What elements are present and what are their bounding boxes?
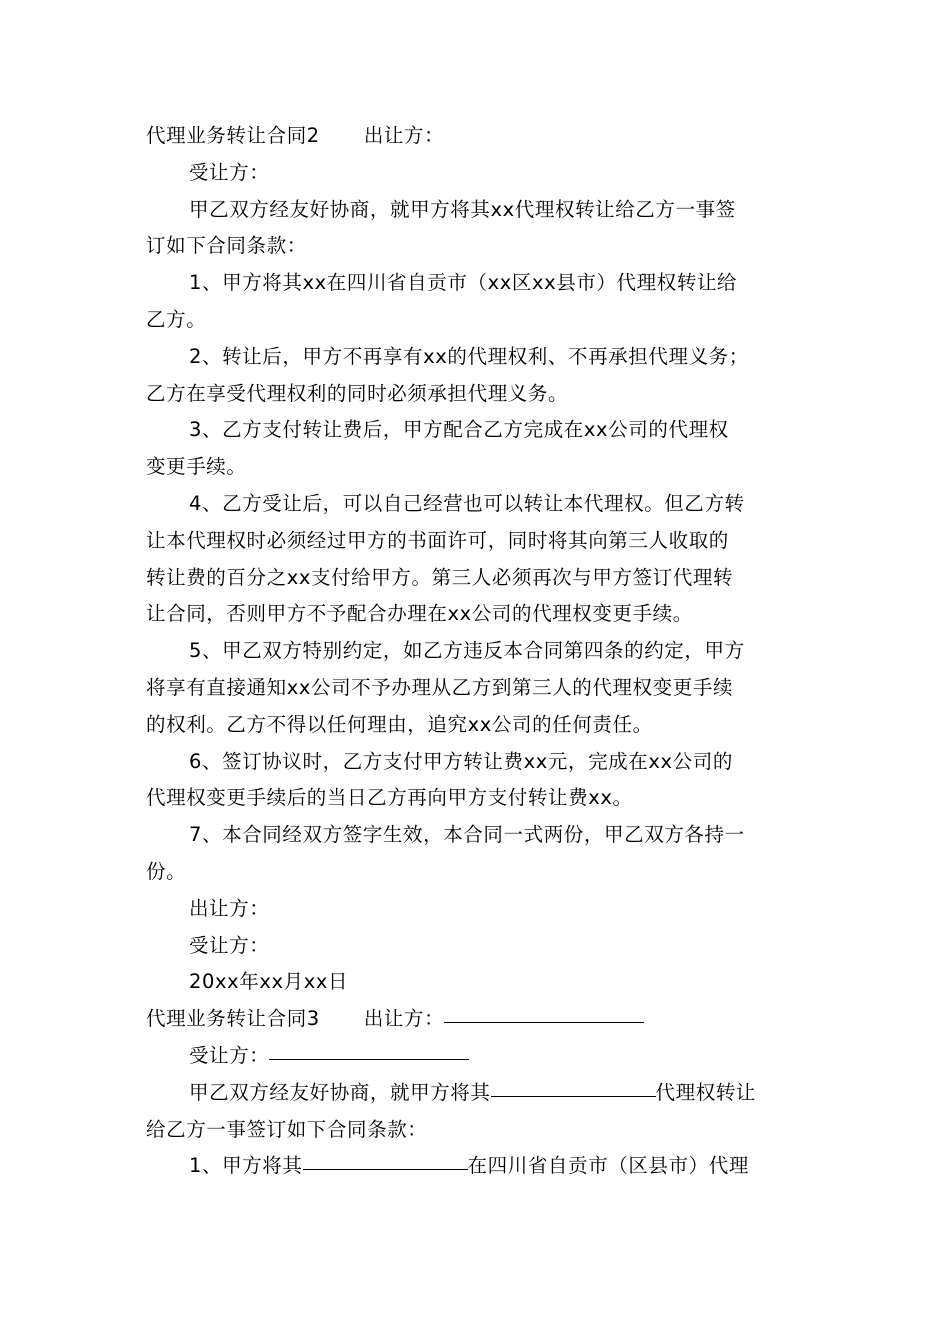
clause-5-line-3: 的权利。乙方不得以任何理由，追究xx公司的任何责任。 [146, 712, 653, 736]
clause-4-line-2: 让本代理权时必须经过甲方的书面许可，同时将其向第三人收取的 [146, 528, 729, 552]
clause-6-line-2: 代理权变更手续后的当日乙方再向甲方支付转让费xx。 [146, 786, 633, 810]
clause-4-line-3: 转让费的百分之xx支付给甲方。第三人必须再次与甲方签订代理转 [146, 565, 734, 589]
contract-3-intro-part-a: 甲乙双方经友好协商，就甲方将其 [189, 1080, 491, 1104]
contract-3-transferee-label: 受让方： [189, 1043, 270, 1067]
agency-item-blank-line [491, 1095, 656, 1097]
clause-1-line-1: 1、甲方将其xx在四川省自贡市（xx区xx县市）代理权转让给 [189, 271, 738, 295]
contract-3-intro-line-2: 给乙方一事签订如下合同条款： [146, 1117, 428, 1141]
clause-3-line-2: 变更手续。 [146, 455, 247, 479]
clause-1-line-2: 乙方。 [146, 307, 207, 331]
contract-3-title: 代理业务转让合同3 [146, 1007, 320, 1031]
contract-3-transferee-line [146, 1038, 808, 1075]
clause-5-line-2: 将享有直接通知xx公司不予办理从乙方到第三人的代理权变更手续 [146, 675, 734, 699]
clause-2-line-1: 2、转让后，甲方不再享有xx的代理权利、不再承担代理义务； [189, 344, 749, 368]
clause-1-blank-line [303, 1168, 468, 1170]
signature-transferee-label: 受让方： [189, 933, 270, 957]
contract-3-transferor-label: 出让方： [363, 1007, 445, 1031]
transferor-blank-line [444, 1021, 644, 1023]
contract-3-intro-line-1 [146, 1075, 808, 1112]
contract-3-clause-1-line-1 [146, 1148, 808, 1185]
contract-2-intro-line-1: 甲乙双方经友好协商，就甲方将其xx代理权转让给乙方一事签 [189, 197, 736, 221]
clause-3-line-1: 3、乙方支付转让费后，甲方配合乙方完成在xx公司的代理权 [189, 418, 729, 442]
contract-3-heading-line [146, 1001, 808, 1038]
signature-transferor-label: 出让方： [189, 896, 270, 920]
contract-2-transferee-label: 受让方： [189, 160, 270, 184]
contract-3-clause-1-part-b: 在四川省自贡市（区县市）代理 [467, 1154, 749, 1178]
signature-date: 20xx年xx月xx日 [189, 970, 349, 994]
contract-2-heading-line [146, 118, 808, 155]
contract-2-intro-line-2: 订如下合同条款： [146, 234, 307, 258]
clause-4-line-1: 4、乙方受让后，可以自己经营也可以转让本代理权。但乙方转 [189, 491, 745, 515]
contract-3-clause-1-part-a: 1、甲方将其 [189, 1154, 303, 1178]
clause-2-line-2: 乙方在享受代理权利的同时必须承担代理义务。 [146, 381, 569, 405]
clause-5-line-1: 5、甲乙双方特别约定，如乙方违反本合同第四条的约定，甲方 [189, 639, 745, 663]
contract-2-title: 代理业务转让合同2 [146, 124, 320, 147]
contract-3-intro-part-b: 代理权转让 [655, 1080, 757, 1104]
clause-7-line-2: 份。 [146, 859, 187, 883]
clause-4-line-4: 让合同，否则甲方不予配合办理在xx公司的代理权变更手续。 [146, 602, 693, 626]
transferee-blank-line [269, 1058, 469, 1060]
document-body [146, 118, 808, 1185]
contract-2-transferor-label: 出让方： [363, 124, 445, 147]
clause-7-line-1: 7、本合同经双方签字生效，本合同一式两份，甲乙双方各持一 [189, 823, 745, 847]
clause-6-line-1: 6、签订协议时，乙方支付甲方转让费xx元，完成在xx公司的 [189, 749, 733, 773]
